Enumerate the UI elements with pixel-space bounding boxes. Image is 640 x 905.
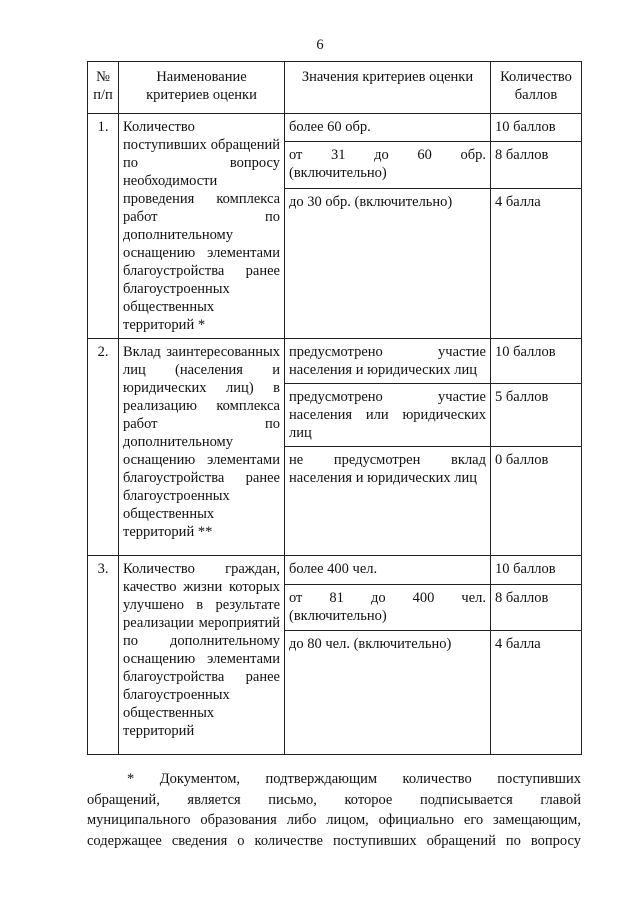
row-2-option-2-score: 5 баллов (491, 384, 582, 447)
row-1-option-2-score: 8 баллов (491, 142, 582, 189)
row-1-option-2-value: от 31 до 60 обр. (включительно) (285, 142, 491, 189)
row-3-option-1-score: 10 баллов (491, 556, 582, 585)
row-2-option-1-score: 10 баллов (491, 339, 582, 384)
row-3-option-3-value: до 80 чел. (включительно) (285, 631, 491, 755)
table-row (88, 114, 582, 142)
table-row (88, 339, 582, 384)
row-1-option-3-score: 4 балла (491, 189, 582, 339)
header-values: Значения критериев оценки (285, 62, 491, 114)
row-2-option-2-value: предусмотрено участие населения или юридических лиц (285, 384, 491, 447)
row-1-name: Количество поступивших обращений по вопросу необходимости проведения комплекса работ по дополнительному оснащению элементами благоустройства ранее благоустроенных общественных территорий * (119, 114, 285, 339)
row-3-option-3-score: 4 балла (491, 631, 582, 755)
footnote-line: обращений, является письмо, которое подписывается главой (87, 791, 581, 808)
footnote-line: содержащее сведения о количестве поступивших обращений по вопросу (87, 832, 581, 849)
page-number: 6 (316, 37, 324, 53)
table-row (88, 556, 582, 585)
row-1-option-3-value: до 30 обр. (включительно) (285, 189, 491, 339)
row-1-option-1-value: более 60 обр. (285, 114, 491, 142)
row-2-option-3-value: не предусмотрен вклад населения и юридических лиц (285, 447, 491, 556)
row-2-name: Вклад заинтересованных лиц (населения и юридических лиц) в реализацию комплекса работ по дополнительному оснащению элементами благоустройства ранее благоустроенных общественных территорий ** (119, 339, 285, 556)
row-2-option-3-score: 0 баллов (491, 447, 582, 556)
row-2-option-1-value: предусмотрено участие населения и юридических лиц (285, 339, 491, 384)
row-1-option-1-score: 10 баллов (491, 114, 582, 142)
header-name: Наименование критериев оценки (119, 62, 285, 114)
row-2-num: 2. (88, 339, 119, 556)
footnote-line: * Документом, подтверждающим количество поступивших (127, 771, 581, 787)
footnote-line: муниципального образования либо лицом, официально его замещающим, (87, 812, 581, 828)
row-3-option-2-score: 8 баллов (491, 585, 582, 631)
row-3-option-2-value: от 81 до 400 чел. (включительно) (285, 585, 491, 631)
row-1-num: 1. (88, 114, 119, 339)
row-3-num: 3. (88, 556, 119, 755)
header-num: № п/п (88, 62, 119, 114)
row-3-name: Количество граждан, качество жизни которых улучшено в результате реализации мероприятий по дополнительному оснащению элементами благоустройства ранее благоустроенных общественных территорий (119, 556, 285, 755)
footnote (87, 769, 581, 851)
criteria-table (87, 61, 582, 755)
header-score: Количество баллов (491, 62, 582, 114)
row-3-option-1-value: более 400 чел. (285, 556, 491, 585)
table-header-row (88, 62, 582, 114)
